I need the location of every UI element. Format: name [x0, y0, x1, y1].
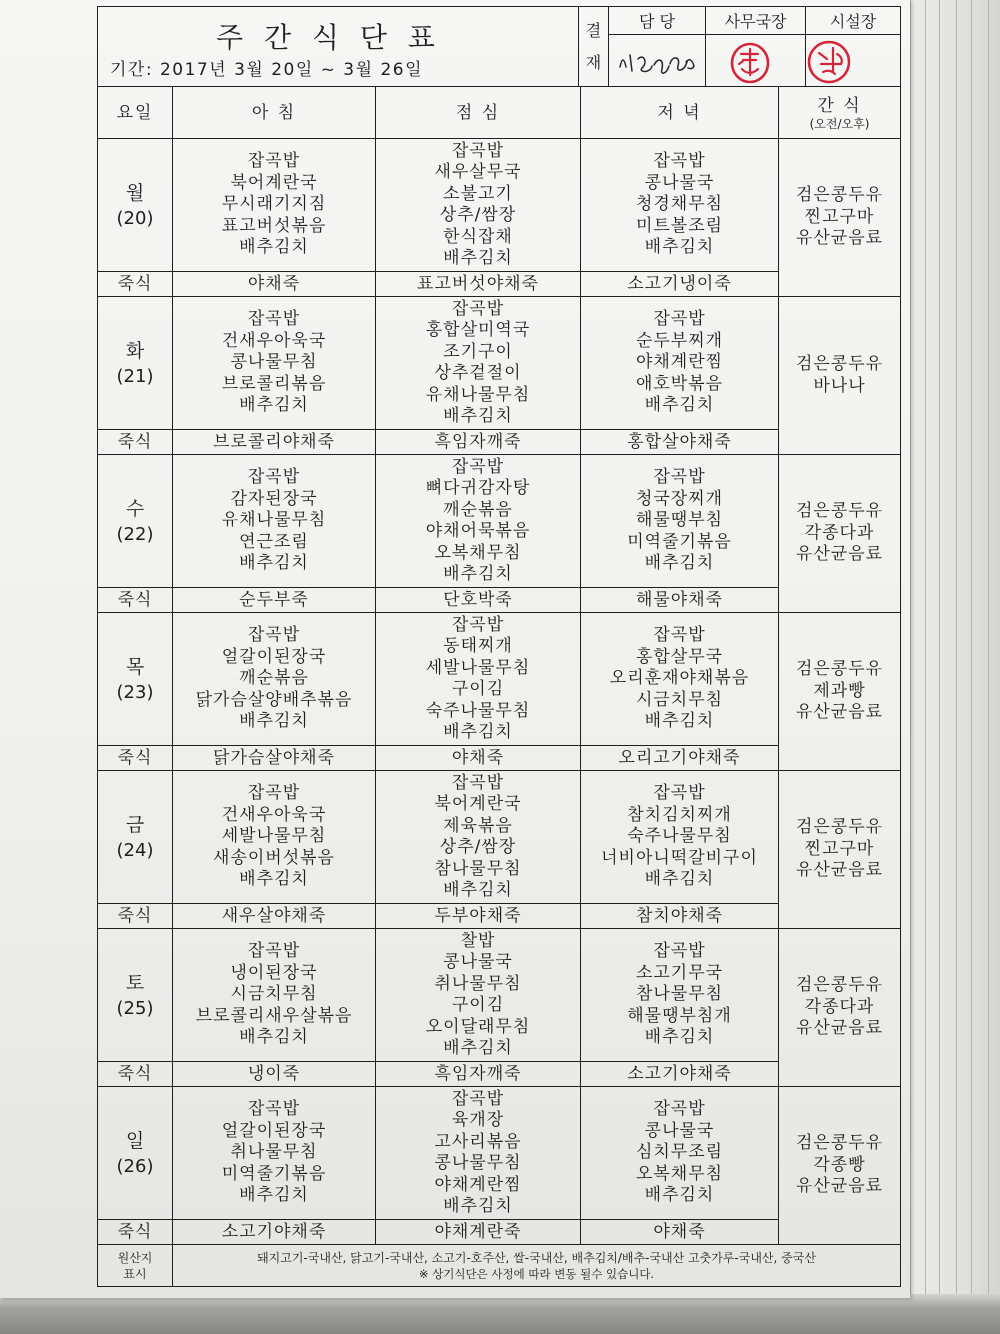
menu-item: 세발나물무침: [425, 657, 531, 678]
approval-role-director: 사무국장: [706, 7, 806, 35]
menu-item: 배추김치: [239, 237, 309, 258]
porridge-item: 해물야채죽: [581, 588, 779, 613]
menu-item: 유산균음료: [795, 544, 884, 565]
menu-item: 유산균음료: [795, 702, 884, 723]
menu-item: 오리훈재야채볶음: [609, 668, 750, 689]
breakfast-cell: [173, 613, 376, 746]
menu-item: 잡곡밥: [247, 625, 301, 646]
dinner-cell: [581, 613, 779, 746]
menu-item: 육개장: [451, 1110, 505, 1130]
approval-role-staff: 담 당: [609, 7, 706, 35]
menu-item: 야채계란찜: [434, 1174, 522, 1195]
menu-item: 뼈다귀감자탕: [425, 478, 531, 498]
menu-item: 북어계란국: [434, 794, 522, 814]
menu-item: 잡곡밥: [653, 309, 706, 330]
menu-item: 시금치무침: [635, 689, 724, 710]
day-row: [98, 297, 901, 430]
breakfast-cell: [173, 455, 376, 588]
porridge-label: 죽식: [98, 904, 173, 929]
snack-cell: [779, 139, 901, 297]
menu-item: 야채계란찜: [635, 352, 724, 373]
breakfast-cell: [173, 139, 376, 272]
menu-item: 조기구이: [443, 341, 513, 362]
porridge-item: 야채죽: [581, 1220, 779, 1245]
approval-sign-row: [579, 35, 901, 87]
weekly-menu-table: [97, 86, 901, 1287]
menu-item: 잡곡밥: [653, 783, 706, 804]
menu-item: 참나물무침: [434, 858, 522, 879]
day-name: 금: [125, 814, 145, 836]
porridge-item: 야채죽: [376, 746, 581, 771]
menu-item: 검은콩두유: [795, 185, 884, 206]
menu-item: 배추김치: [239, 1185, 309, 1206]
porridge-item: 냉이죽: [173, 1062, 376, 1087]
menu-item: 배추김치: [644, 237, 715, 258]
day-date: (21): [116, 366, 154, 387]
porridge-item: 새우살야채죽: [173, 904, 376, 929]
menu-item: 잡곡밥: [451, 456, 505, 477]
breakfast-cell: [173, 297, 376, 430]
menu-item: 무시래기지짐: [221, 194, 327, 215]
header-breakfast: 아 침: [173, 87, 376, 139]
porridge-item: 야채계란죽: [376, 1220, 581, 1245]
menu-item: 각종빵: [813, 1154, 866, 1175]
menu-item: 건새우아욱국: [221, 330, 327, 351]
menu-item: 콩나물국: [443, 952, 513, 972]
menu-item: 잡곡밥: [247, 1099, 301, 1120]
day-cell: [98, 929, 173, 1062]
background-surface: [0, 1294, 1000, 1334]
menu-item: 깨순볶음: [443, 499, 513, 520]
menu-item: 배추김치: [644, 1185, 715, 1206]
approval-box: [578, 6, 901, 87]
menu-item: 순두부찌개: [635, 330, 724, 351]
day-date: (25): [116, 998, 154, 1019]
page-title: 주 간 식 단 표: [216, 21, 441, 54]
menu-item: 제과빵: [813, 680, 866, 701]
day-row: [98, 139, 901, 272]
red-stamp-icon: [708, 36, 804, 86]
menu-item: 배추김치: [239, 869, 309, 890]
menu-item: 얼갈이된장국: [221, 1120, 327, 1141]
menu-item: 배추김치: [443, 1196, 513, 1216]
porridge-item: 두부야채죽: [376, 904, 581, 929]
menu-item: 유산균음료: [795, 1018, 884, 1039]
day-cell: [98, 1087, 173, 1220]
day-cell: [98, 139, 173, 272]
porridge-item: 브로콜리야채죽: [173, 430, 376, 455]
menu-item: 해물땡부침: [635, 510, 724, 531]
day-row: [98, 613, 901, 746]
menu-item: 유채나물무침: [221, 510, 327, 531]
porridge-item: 소고기야채죽: [173, 1220, 376, 1245]
day-cell: [98, 455, 173, 588]
menu-item: 깨순볶음: [239, 668, 309, 689]
menu-item: 미역줄기볶음: [627, 531, 732, 552]
signature-scrawl: [612, 37, 702, 85]
menu-item: 상추겉절이: [434, 363, 522, 383]
menu-item: 잡곡밥: [451, 772, 505, 793]
day-row: [98, 1087, 901, 1220]
menu-item: 고사리볶음: [434, 1131, 522, 1152]
paper-edge: [910, 0, 911, 1334]
snack-cell: [779, 1087, 901, 1245]
day-date: (26): [116, 1156, 154, 1177]
dinner-cell: [581, 1087, 779, 1220]
dinner-cell: [581, 297, 779, 430]
menu-item: 바나나: [813, 375, 866, 396]
menu-item: 콩나물무침: [434, 1153, 522, 1173]
header-snack-sub: (오전/오후): [809, 116, 870, 131]
lunch-cell: [376, 929, 581, 1062]
approval-signature: [609, 35, 706, 87]
day-date: (23): [116, 682, 154, 703]
menu-item: 홍합살무국: [635, 646, 724, 667]
snack-cell: [779, 613, 901, 771]
breakfast-cell: [173, 929, 376, 1062]
porridge-item: 닭가슴살야채죽: [173, 746, 376, 771]
menu-item: 참나물무침: [635, 984, 724, 1005]
menu-item: 소불고기: [443, 183, 513, 204]
menu-item: 구이김: [451, 995, 505, 1015]
menu-item: 표고버섯볶음: [221, 215, 327, 236]
menu-item: 오복채무침: [434, 542, 522, 563]
menu-item: 상추/쌈장: [439, 205, 517, 225]
menu-item: 시금치무침: [230, 984, 318, 1005]
menu-item: 배추김치: [443, 722, 513, 742]
menu-item: 찐고구마: [804, 838, 875, 859]
porridge-label: 죽식: [98, 430, 173, 455]
header-day: 요일: [98, 87, 173, 139]
footer-row: [98, 1245, 901, 1287]
paper-edge: [939, 0, 940, 1334]
header-snack-label: 간 식: [817, 95, 862, 116]
menu-item: 잡곡밥: [653, 1099, 706, 1120]
menu-item: 잡곡밥: [653, 941, 706, 962]
day-date: (24): [116, 840, 154, 861]
menu-item: 구이김: [451, 679, 505, 699]
dinner-cell: [581, 929, 779, 1062]
menu-item: 새송이버섯볶음: [213, 847, 335, 868]
lunch-cell: [376, 297, 581, 430]
menu-item: 미트볼조림: [635, 215, 724, 236]
menu-item: 북어계란국: [230, 172, 318, 193]
menu-item: 닭가슴살양배추볶음: [195, 689, 353, 710]
day-name: 수: [125, 498, 145, 520]
porridge-label: 죽식: [98, 746, 173, 771]
porridge-item: 야채죽: [173, 272, 376, 297]
day-name: 토: [125, 972, 145, 994]
menu-item: 홍합살미역국: [425, 320, 531, 340]
lunch-cell: [376, 771, 581, 904]
menu-item: 참치김치찌개: [627, 804, 732, 825]
menu-item: 브로콜리새우살볶음: [195, 1005, 353, 1026]
menu-item: 배추김치: [239, 395, 309, 416]
snack-cell: [779, 771, 901, 929]
table-footer: [98, 1245, 901, 1287]
dinner-cell: [581, 139, 779, 272]
menu-item: 찰밥: [460, 930, 496, 951]
paper-stack-edge: [898, 0, 1000, 1334]
menu-item: 새우살무국: [434, 162, 522, 182]
menu-notice: ※ 상기식단은 사정에 따라 변동 될수 있습니다.: [418, 1266, 655, 1281]
menu-item: 유채나물무침: [425, 384, 531, 405]
porridge-item: 소고기야채죽: [581, 1062, 779, 1087]
menu-item: 배추김치: [239, 711, 309, 732]
table-header: [98, 87, 901, 139]
menu-item: 상추/쌈장: [439, 837, 517, 857]
menu-item: 취나물무침: [434, 973, 522, 994]
menu-item: 배추김치: [443, 564, 513, 584]
lunch-cell: [376, 455, 581, 588]
origin-content: [173, 1245, 901, 1287]
porridge-item: 흑임자깨죽: [376, 1062, 581, 1087]
lunch-cell: [376, 613, 581, 746]
header-dinner: 저 녁: [581, 87, 779, 139]
menu-item: 숙주나물무침: [627, 826, 732, 847]
dinner-cell: [581, 455, 779, 588]
menu-item: 세발나물무침: [221, 826, 327, 847]
day-name: 일: [125, 1130, 145, 1152]
menu-item: 각종다과: [804, 522, 875, 543]
menu-item: 야채어묵볶음: [425, 521, 531, 541]
menu-item: 콩나물국: [644, 172, 715, 193]
paper-edge: [971, 0, 972, 1334]
menu-item: 배추김치: [443, 1038, 513, 1058]
menu-item: 찐고구마: [804, 206, 875, 227]
menu-item: 청경채무침: [635, 194, 724, 215]
header-lunch: 점 심: [376, 87, 581, 139]
menu-item: 건새우아욱국: [221, 804, 327, 825]
menu-item: 오복채무침: [635, 1163, 724, 1184]
menu-item: 각종다과: [804, 996, 875, 1017]
porridge-label: 죽식: [98, 588, 173, 613]
menu-item: 미역줄기볶음: [221, 1163, 327, 1184]
menu-item: 배추김치: [644, 869, 715, 890]
approval-stamp-director: [706, 35, 806, 87]
day-date: (22): [116, 524, 154, 545]
menu-item: 심치무조림: [635, 1142, 724, 1163]
menu-item: 유산균음료: [795, 228, 884, 249]
day-row: [98, 455, 901, 588]
origin-label: [98, 1245, 173, 1287]
menu-item: 잡곡밥: [247, 783, 301, 804]
menu-item: 배추김치: [644, 395, 715, 416]
menu-item: 잡곡밥: [653, 467, 706, 488]
origin-label-line: 원산지: [117, 1250, 153, 1265]
menu-item: 검은콩두유: [795, 975, 884, 996]
menu-item: 얼갈이된장국: [221, 646, 327, 667]
porridge-label: 죽식: [98, 272, 173, 297]
day-row: [98, 929, 901, 1062]
porridge-label: 죽식: [98, 1062, 173, 1087]
menu-item: 검은콩두유: [795, 501, 884, 522]
menu-item: 잡곡밥: [653, 151, 706, 172]
menu-item: 소고기무국: [635, 962, 724, 983]
menu-item: 동태찌개: [443, 636, 513, 656]
day-row: [98, 771, 901, 904]
header-row: [98, 87, 901, 139]
paper-edge: [988, 0, 989, 1334]
breakfast-cell: [173, 771, 376, 904]
menu-item: 오이달래무침: [425, 1016, 531, 1037]
red-stamp-icon: [807, 36, 899, 86]
snack-cell: [779, 297, 901, 455]
snack-cell: [779, 455, 901, 613]
day-cell: [98, 613, 173, 746]
menu-item: 배추김치: [443, 248, 513, 268]
menu-item: 잡곡밥: [247, 151, 301, 172]
menu-item: 배추김치: [644, 553, 715, 574]
title-block: [97, 6, 578, 86]
approval-header-row: [579, 7, 901, 35]
porridge-label: 죽식: [98, 1220, 173, 1245]
menu-body: [98, 139, 901, 1245]
menu-item: 배추김치: [644, 711, 715, 732]
approval-label-bottom: 재: [585, 52, 602, 72]
menu-item: 배추김치: [443, 880, 513, 900]
menu-item: 콩나물무침: [230, 352, 318, 373]
menu-item: 검은콩두유: [795, 1133, 884, 1154]
porridge-item: 참치야채죽: [581, 904, 779, 929]
menu-item: 브로콜리볶음: [221, 373, 327, 394]
menu-item: 너비아니떡갈비구이: [601, 847, 758, 868]
menu-item: 유산균음료: [795, 1176, 884, 1197]
lunch-cell: [376, 139, 581, 272]
menu-item: 잡곡밥: [247, 467, 301, 488]
dinner-cell: [581, 771, 779, 904]
menu-item: 숙주나물무침: [425, 700, 531, 721]
menu-item: 취나물무침: [230, 1142, 318, 1163]
day-date: (20): [116, 208, 154, 229]
menu-item: 잡곡밥: [451, 1088, 505, 1109]
porridge-item: 소고기냉이죽: [581, 272, 779, 297]
header-snack: [779, 87, 901, 139]
menu-item: 배추김치: [644, 1027, 715, 1048]
menu-item: 잡곡밥: [451, 298, 505, 319]
day-name: 목: [125, 656, 145, 678]
menu-item: 검은콩두유: [795, 659, 884, 680]
day-name: 화: [125, 340, 145, 362]
day-cell: [98, 297, 173, 430]
menu-item: 청국장찌개: [635, 488, 724, 509]
menu-item: 한식잡채: [443, 226, 513, 247]
origin-info: 돼지고기-국내산, 닭고기-국내산, 소고기-호주산, 쌀-국내산, 배추김치/배추-국내산 고춧가루-국내산, 중국산: [257, 1250, 816, 1265]
breakfast-cell: [173, 1087, 376, 1220]
paper-edge: [925, 0, 926, 1334]
menu-item: 검은콩두유: [795, 354, 884, 374]
menu-item: 연근조림: [239, 531, 309, 552]
period: 기간: 2017년 3월 20일 ~ 3월 26일: [110, 60, 424, 80]
porridge-item: 순두부죽: [173, 588, 376, 613]
approval-stamp-head: [806, 35, 901, 87]
origin-label-line: 표시: [123, 1266, 147, 1281]
lunch-cell: [376, 1087, 581, 1220]
approval-label-top: 결: [585, 20, 602, 40]
menu-item: 냉이된장국: [230, 962, 318, 983]
menu-item: 애호박볶음: [635, 373, 724, 394]
porridge-item: 단호박죽: [376, 588, 581, 613]
menu-item: 잡곡밥: [247, 309, 301, 330]
menu-item: 제육볶음: [443, 815, 513, 836]
porridge-item: 흑임자깨죽: [376, 430, 581, 455]
approval-label: [579, 7, 609, 87]
menu-item: 잡곡밥: [247, 941, 301, 962]
day-cell: [98, 771, 173, 904]
snack-cell: [779, 929, 901, 1087]
menu-item: 잡곡밥: [451, 614, 505, 635]
menu-item: 해물땡부침개: [627, 1005, 732, 1026]
menu-item: 유산균음료: [795, 860, 884, 881]
menu-item: 잡곡밥: [653, 625, 706, 646]
menu-item: 검은콩두유: [795, 817, 884, 838]
menu-item: 배추김치: [239, 1027, 309, 1048]
approval-role-head: 시설장: [806, 7, 901, 35]
day-name: 월: [125, 182, 145, 204]
porridge-item: 홍합살야채죽: [581, 430, 779, 455]
menu-document: [97, 6, 900, 1290]
menu-item: 감자된장국: [230, 488, 318, 509]
paper-edge: [956, 0, 957, 1334]
menu-item: 콩나물국: [644, 1120, 715, 1141]
menu-item: 배추김치: [443, 406, 513, 426]
porridge-item: 표고버섯야채죽: [376, 272, 581, 297]
menu-item: 잡곡밥: [451, 140, 505, 161]
menu-item: 배추김치: [239, 553, 309, 574]
porridge-item: 오리고기야채죽: [581, 746, 779, 771]
